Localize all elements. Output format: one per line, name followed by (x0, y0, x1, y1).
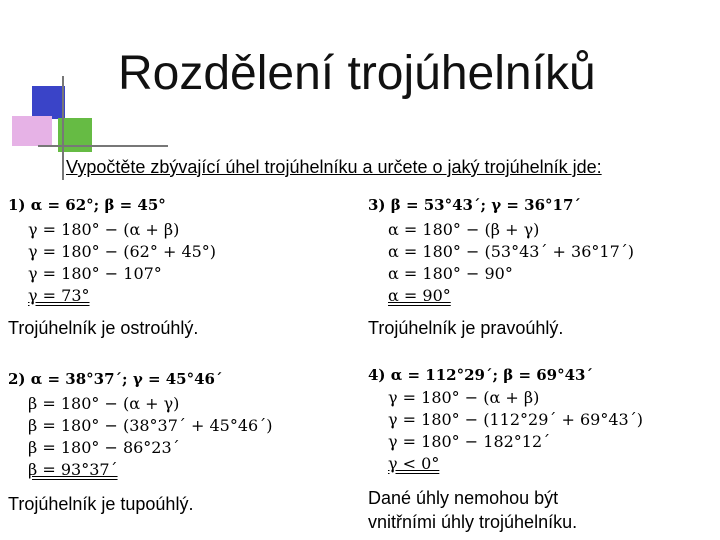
problem-4-conclusion-line: vnitřními úhly trojúhelníku. (368, 512, 578, 532)
problem-4-steps (388, 387, 643, 475)
decor-blue-square (32, 86, 65, 119)
problem-1-given: 1) α = 62°; β = 45° (8, 196, 166, 214)
slide-title: Rozdělení trojúhelníků (118, 47, 596, 100)
problem-3-step: α = 180° − 90° (388, 264, 513, 283)
problem-4-conclusion (368, 486, 577, 534)
task-text: Vypočtěte zbývající úhel trojúhelníku a určete o jaký trojúhelník jde: (66, 157, 602, 177)
problem-4-given: 4) α = 112°29´; β = 69°43´ (368, 366, 593, 384)
problem-1-conclusion: Trojúhelník je ostroúhlý. (8, 318, 199, 338)
problem-4-step: γ = 180° − 182°12´ (388, 432, 551, 451)
problem-4-step: γ = 180° − (112°29´ + 69°43´) (388, 410, 643, 429)
problem-3-step: α = 180° − (53°43´ + 36°17´) (388, 242, 634, 261)
problem-3-step: α = 180° − (β + γ) (388, 220, 540, 239)
problem-4-conclusion-line: Dané úhly nemohou být (368, 488, 559, 508)
problem-1-step: γ = 180° − (α + β) (28, 220, 180, 239)
problem-2-steps (28, 393, 272, 481)
problem-2-result: β = 93°37´ (28, 460, 118, 479)
decor-pink-square (12, 116, 52, 146)
problem-1-steps (28, 219, 216, 307)
decor-vertical-line (62, 76, 64, 180)
problem-4-step: γ = 180° − (α + β) (388, 388, 540, 407)
problem-4-result: γ < 0° (388, 454, 440, 473)
problem-2-step: β = 180° − (38°37´ + 45°46´) (28, 416, 273, 435)
problem-2-step: β = 180° − 86°23´ (28, 438, 180, 457)
problem-3-conclusion: Trojúhelník je pravoúhlý. (368, 318, 564, 338)
decor-horizontal-line (38, 145, 168, 147)
problem-1-step: γ = 180° − (62° + 45°) (28, 242, 217, 261)
problem-3-steps (388, 219, 634, 307)
problem-1-step: γ = 180° − 107° (28, 264, 162, 283)
problem-3-result: α = 90° (388, 286, 451, 305)
problem-2-step: β = 180° − (α + γ) (28, 394, 180, 413)
problem-1-result: γ = 73° (28, 286, 90, 305)
problem-2-conclusion: Trojúhelník je tupoúhlý. (8, 494, 194, 514)
problem-2-given: 2) α = 38°37´; γ = 45°46´ (8, 370, 223, 388)
problem-3-given: 3) β = 53°43´; γ = 36°17´ (368, 196, 581, 214)
